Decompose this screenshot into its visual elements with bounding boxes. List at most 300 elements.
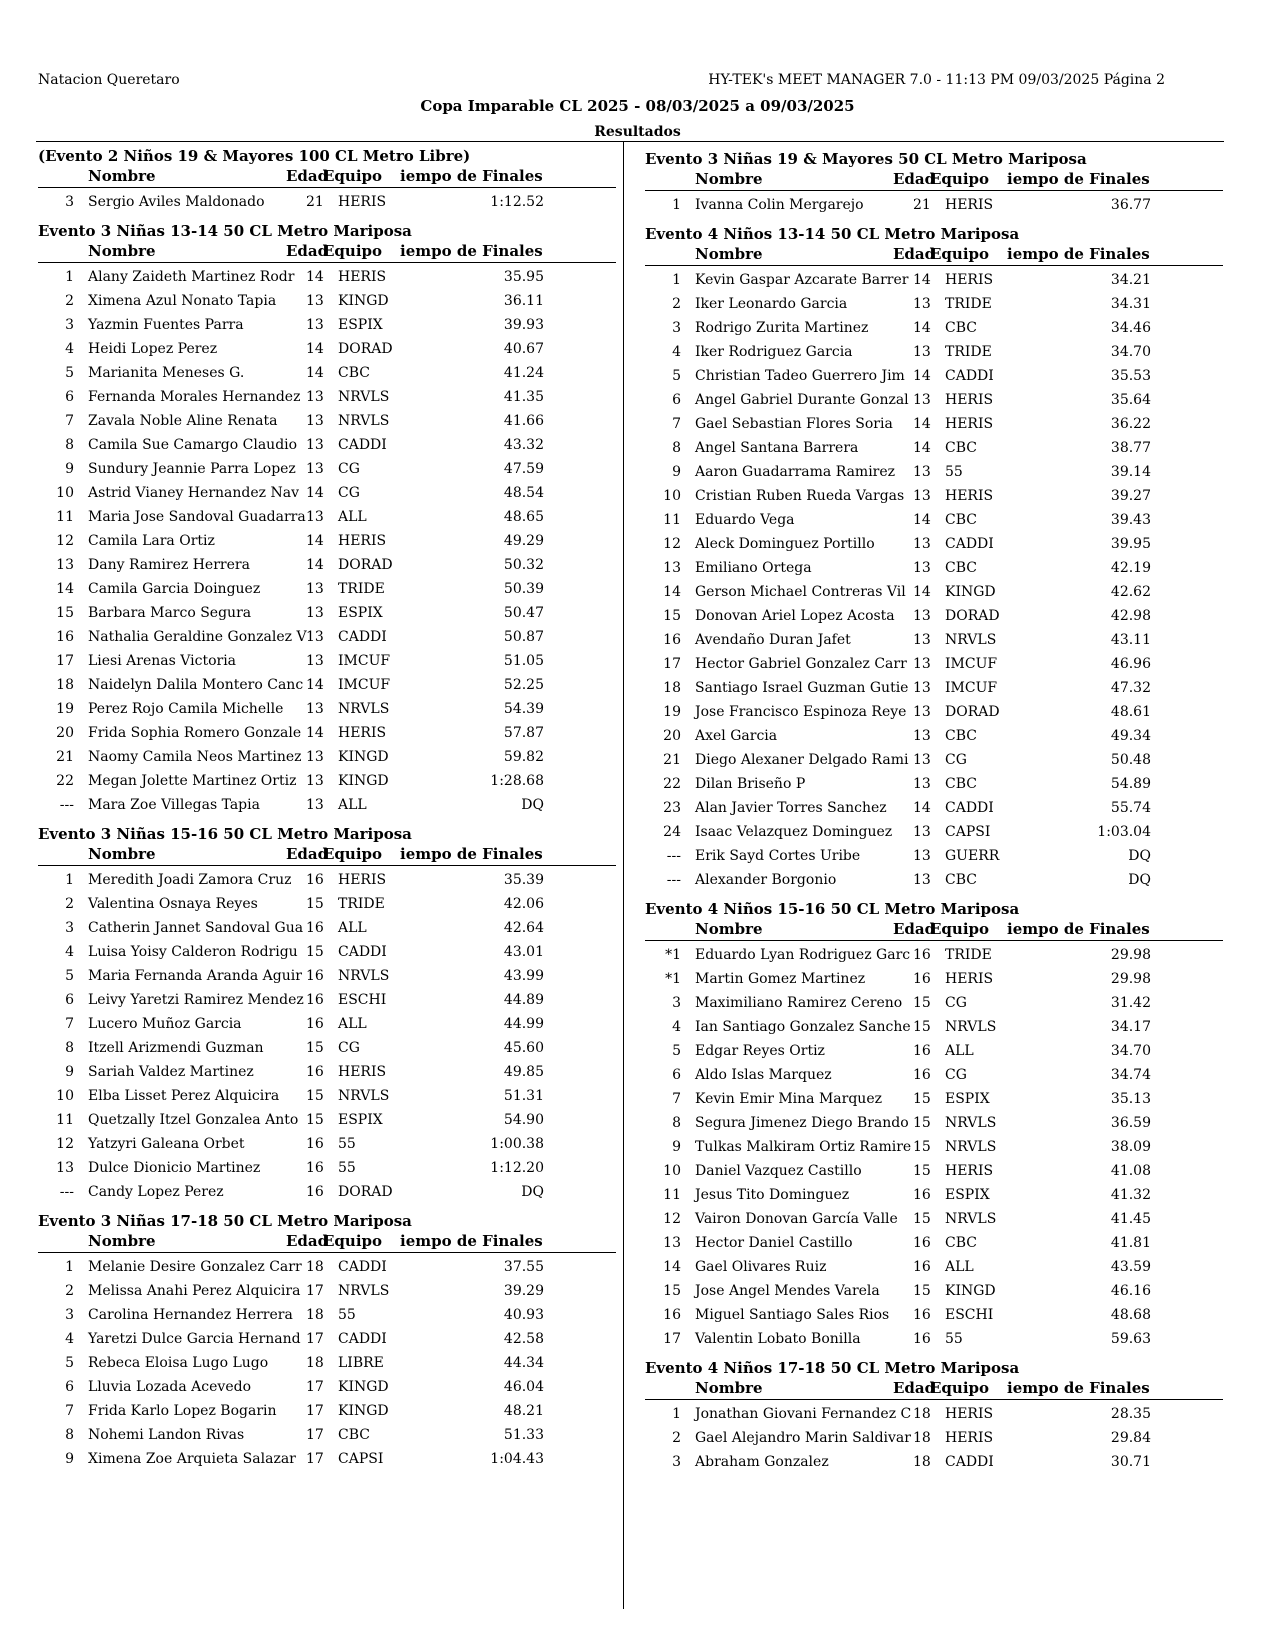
place: 11 bbox=[56, 1112, 74, 1128]
team: ESPIX bbox=[945, 1187, 990, 1203]
column-header-time: iempo de Finales bbox=[1007, 170, 1150, 188]
event-title: Evento 3 Niñas 13-14 50 CL Metro Mariposa bbox=[38, 222, 412, 240]
result-row bbox=[38, 1036, 616, 1060]
age: 13 bbox=[913, 776, 931, 792]
final-time: 30.71 bbox=[1110, 1454, 1151, 1470]
team: CADDI bbox=[945, 536, 994, 552]
swimmer-name: Alan Javier Torres Sanchez bbox=[695, 800, 887, 816]
club-name: Natacion Queretaro bbox=[38, 72, 180, 88]
column-header-time: iempo de Finales bbox=[400, 242, 543, 260]
age: 13 bbox=[913, 824, 931, 840]
final-time: 36.77 bbox=[1110, 197, 1151, 213]
place: 9 bbox=[672, 464, 681, 480]
place: 12 bbox=[56, 533, 74, 549]
place: 8 bbox=[672, 440, 681, 456]
place: 4 bbox=[672, 344, 681, 360]
column-header-name: Nombre bbox=[695, 920, 763, 938]
final-time: 29.98 bbox=[1110, 947, 1151, 963]
swimmer-name: Emiliano Ortega bbox=[695, 560, 812, 576]
meet-title: Copa Imparable CL 2025 - 08/03/2025 a 09/03/2025 bbox=[420, 97, 855, 115]
result-row bbox=[645, 1207, 1223, 1231]
result-row bbox=[645, 532, 1223, 556]
age: 15 bbox=[306, 1088, 324, 1104]
team: KINGD bbox=[338, 293, 389, 309]
swimmer-name: Naomy Camila Neos Martinez bbox=[88, 749, 302, 765]
age: 14 bbox=[306, 269, 324, 285]
result-row bbox=[645, 316, 1223, 340]
place: 13 bbox=[663, 560, 681, 576]
event-section bbox=[645, 223, 1223, 892]
place: 21 bbox=[663, 752, 681, 768]
column-header-team: Equipo bbox=[930, 245, 990, 263]
swimmer-name: Erik Sayd Cortes Uribe bbox=[695, 848, 861, 864]
swimmer-name: Tulkas Malkiram Ortiz Ramire bbox=[695, 1139, 912, 1155]
result-row bbox=[645, 991, 1223, 1015]
swimmer-name: Maximiliano Ramirez Cereno bbox=[695, 995, 903, 1011]
column-header-team: Equipo bbox=[930, 920, 990, 938]
team: NRVLS bbox=[338, 1088, 390, 1104]
place: 3 bbox=[65, 317, 74, 333]
age: 13 bbox=[913, 752, 931, 768]
team: TRIDE bbox=[945, 344, 992, 360]
final-time: DQ bbox=[1128, 872, 1151, 888]
result-row bbox=[645, 1303, 1223, 1327]
column-header bbox=[38, 167, 616, 188]
result-row bbox=[645, 292, 1223, 316]
age: 17 bbox=[306, 1379, 324, 1395]
team: ALL bbox=[338, 797, 367, 813]
place: 7 bbox=[65, 1016, 74, 1032]
place: 1 bbox=[65, 1259, 74, 1275]
team: HERIS bbox=[945, 392, 994, 408]
team: 55 bbox=[338, 1307, 356, 1323]
age: 13 bbox=[913, 632, 931, 648]
column-header-name: Nombre bbox=[88, 167, 156, 185]
final-time: 39.29 bbox=[503, 1283, 544, 1299]
age: 15 bbox=[913, 1283, 931, 1299]
swimmer-name: Hector Gabriel Gonzalez Carr bbox=[695, 656, 907, 672]
final-time: 34.31 bbox=[1110, 296, 1151, 312]
team: CG bbox=[945, 1067, 967, 1083]
team: HERIS bbox=[945, 971, 994, 987]
swimmer-name: Jose Francisco Espinoza Reye bbox=[695, 704, 907, 720]
final-time: 40.93 bbox=[503, 1307, 544, 1323]
team: LIBRE bbox=[338, 1355, 384, 1371]
age: 17 bbox=[306, 1451, 324, 1467]
result-row bbox=[645, 436, 1223, 460]
event-section bbox=[38, 823, 616, 1204]
place: 4 bbox=[672, 1019, 681, 1035]
team: NRVLS bbox=[338, 389, 390, 405]
swimmer-name: Yazmin Fuentes Parra bbox=[88, 317, 244, 333]
result-row bbox=[38, 409, 616, 433]
place: 6 bbox=[65, 389, 74, 405]
team: CG bbox=[338, 461, 360, 477]
swimmer-name: Isaac Velazquez Dominguez bbox=[695, 824, 893, 840]
swimmer-name: Frida Karlo Lopez Bogarin bbox=[88, 1403, 277, 1419]
age: 18 bbox=[913, 1454, 931, 1470]
place: 7 bbox=[672, 1091, 681, 1107]
final-time: 52.25 bbox=[503, 677, 544, 693]
age: 13 bbox=[306, 749, 324, 765]
swimmer-name: Sariah Valdez Martinez bbox=[88, 1064, 254, 1080]
team: HERIS bbox=[338, 269, 387, 285]
age: 14 bbox=[913, 272, 931, 288]
result-row bbox=[645, 460, 1223, 484]
team: ALL bbox=[945, 1043, 974, 1059]
age: 13 bbox=[306, 653, 324, 669]
place: 6 bbox=[672, 392, 681, 408]
swimmer-name: Valentin Lobato Bonilla bbox=[695, 1331, 861, 1347]
place: 6 bbox=[65, 1379, 74, 1395]
result-row bbox=[38, 1303, 616, 1327]
age: 15 bbox=[913, 1115, 931, 1131]
final-time: 48.21 bbox=[503, 1403, 544, 1419]
place: 9 bbox=[672, 1139, 681, 1155]
age: 13 bbox=[913, 464, 931, 480]
age: 16 bbox=[913, 1067, 931, 1083]
place: 1 bbox=[672, 197, 681, 213]
column-header-name: Nombre bbox=[695, 1379, 763, 1397]
final-time: 36.11 bbox=[503, 293, 544, 309]
place: 3 bbox=[65, 1307, 74, 1323]
swimmer-name: Ximena Zoe Arquieta Salazar bbox=[88, 1451, 296, 1467]
swimmer-name: Dilan Briseño P bbox=[695, 776, 806, 792]
event-section bbox=[38, 145, 616, 214]
place: 14 bbox=[56, 581, 74, 597]
result-row bbox=[38, 529, 616, 553]
swimmer-name: Lucero Muñoz Garcia bbox=[88, 1016, 242, 1032]
result-row bbox=[645, 1231, 1223, 1255]
team: ESPIX bbox=[338, 1112, 383, 1128]
result-row bbox=[38, 697, 616, 721]
results-list bbox=[38, 265, 616, 817]
final-time: 29.84 bbox=[1110, 1430, 1151, 1446]
final-time: 34.74 bbox=[1110, 1067, 1151, 1083]
result-row bbox=[38, 190, 616, 214]
swimmer-name: Aldo Islas Marquez bbox=[695, 1067, 832, 1083]
team: KINGD bbox=[945, 584, 996, 600]
age: 14 bbox=[913, 584, 931, 600]
age: 16 bbox=[913, 1307, 931, 1323]
swimmer-name: Gael Sebastian Flores Soria bbox=[695, 416, 893, 432]
swimmer-name: Luisa Yoisy Calderon Rodrigu bbox=[88, 944, 298, 960]
result-row bbox=[645, 388, 1223, 412]
age: 16 bbox=[913, 1259, 931, 1275]
column-header-team: Equipo bbox=[323, 167, 383, 185]
team: DORAD bbox=[338, 557, 393, 573]
age: 13 bbox=[306, 797, 324, 813]
result-row bbox=[38, 1279, 616, 1303]
swimmer-name: Donovan Ariel Lopez Acosta bbox=[695, 608, 895, 624]
swimmer-name: Candy Lopez Perez bbox=[88, 1184, 224, 1200]
result-row bbox=[645, 1183, 1223, 1207]
swimmer-name: Gerson Michael Contreras Vil bbox=[695, 584, 906, 600]
result-row bbox=[38, 673, 616, 697]
final-time: 36.59 bbox=[1110, 1115, 1151, 1131]
column-header-age: Edad bbox=[893, 1379, 936, 1397]
column-header-time: iempo de Finales bbox=[1007, 245, 1150, 263]
final-time: 50.47 bbox=[503, 605, 544, 621]
age: 14 bbox=[306, 341, 324, 357]
final-time: 59.82 bbox=[503, 749, 544, 765]
place: --- bbox=[59, 1184, 74, 1200]
header-divider bbox=[36, 141, 1224, 142]
final-time: 35.95 bbox=[503, 269, 544, 285]
event-title: Evento 4 Niños 13-14 50 CL Metro Mariposa bbox=[645, 225, 1020, 243]
team: ALL bbox=[338, 509, 367, 525]
place: 12 bbox=[56, 1136, 74, 1152]
swimmer-name: Kevin Gaspar Azcarate Barrer bbox=[695, 272, 909, 288]
place: 22 bbox=[663, 776, 681, 792]
swimmer-name: Daniel Vazquez Castillo bbox=[695, 1163, 862, 1179]
team: TRIDE bbox=[338, 896, 385, 912]
results-subtitle: Resultados bbox=[594, 124, 681, 140]
age: 13 bbox=[913, 392, 931, 408]
result-row bbox=[38, 1156, 616, 1180]
column-header bbox=[645, 245, 1223, 266]
swimmer-name: Aaron Guadarrama Ramirez bbox=[695, 464, 896, 480]
final-time: 35.13 bbox=[1110, 1091, 1151, 1107]
place: 5 bbox=[672, 368, 681, 384]
place: 7 bbox=[672, 416, 681, 432]
result-row bbox=[38, 553, 616, 577]
swimmer-name: Melanie Desire Gonzalez Carr bbox=[88, 1259, 302, 1275]
result-row bbox=[645, 412, 1223, 436]
team: ESPIX bbox=[338, 317, 383, 333]
age: 21 bbox=[913, 197, 931, 213]
final-time: 41.24 bbox=[503, 365, 544, 381]
column-header-time: iempo de Finales bbox=[1007, 920, 1150, 938]
event-title: Evento 3 Niñas 15-16 50 CL Metro Mariposa bbox=[38, 825, 412, 843]
swimmer-name: Angel Gabriel Durante Gonzal bbox=[695, 392, 909, 408]
result-row bbox=[38, 868, 616, 892]
place: 13 bbox=[56, 557, 74, 573]
place: 4 bbox=[65, 341, 74, 357]
result-row bbox=[645, 1327, 1223, 1351]
place: 2 bbox=[672, 1430, 681, 1446]
team: HERIS bbox=[338, 194, 387, 210]
team: CADDI bbox=[338, 944, 387, 960]
event-section bbox=[38, 220, 616, 817]
swimmer-name: Iker Rodriguez Garcia bbox=[695, 344, 853, 360]
final-time: 48.65 bbox=[503, 509, 544, 525]
swimmer-name: Ximena Azul Nonato Tapia bbox=[88, 293, 277, 309]
final-time: 42.19 bbox=[1110, 560, 1151, 576]
age: 14 bbox=[913, 320, 931, 336]
place: 5 bbox=[65, 365, 74, 381]
results-list bbox=[645, 193, 1223, 217]
result-row bbox=[645, 580, 1223, 604]
column-header-team: Equipo bbox=[930, 170, 990, 188]
place: *1 bbox=[665, 947, 681, 963]
swimmer-name: Liesi Arenas Victoria bbox=[88, 653, 237, 669]
swimmer-name: Megan Jolette Martinez Ortiz bbox=[88, 773, 297, 789]
team: ESPIX bbox=[338, 605, 383, 621]
swimmer-name: Frida Sophia Romero Gonzale bbox=[88, 725, 302, 741]
team: IMCUF bbox=[338, 653, 391, 669]
result-row bbox=[38, 361, 616, 385]
team: DORAD bbox=[338, 1184, 393, 1200]
column-header bbox=[38, 845, 616, 866]
software-info: HY-TEK's MEET MANAGER 7.0 - 11:13 PM 09/03/2025 Página 2 bbox=[708, 72, 1165, 88]
final-time: 50.32 bbox=[503, 557, 544, 573]
place: 2 bbox=[65, 1283, 74, 1299]
team: HERIS bbox=[945, 1430, 994, 1446]
event-section bbox=[645, 148, 1223, 217]
swimmer-name: Yatzyri Galeana Orbet bbox=[88, 1136, 245, 1152]
age: 16 bbox=[306, 1184, 324, 1200]
swimmer-name: Leivy Yaretzi Ramirez Mendez bbox=[88, 992, 304, 1008]
place: 1 bbox=[672, 1406, 681, 1422]
result-row bbox=[645, 844, 1223, 868]
result-row bbox=[645, 820, 1223, 844]
result-row bbox=[645, 1063, 1223, 1087]
swimmer-name: Kevin Emir Mina Marquez bbox=[695, 1091, 882, 1107]
final-time: 1:00.38 bbox=[490, 1136, 544, 1152]
place: 12 bbox=[663, 1211, 681, 1227]
team: ESPIX bbox=[945, 1091, 990, 1107]
place: 5 bbox=[65, 968, 74, 984]
result-row bbox=[38, 625, 616, 649]
team: DORAD bbox=[945, 608, 1000, 624]
result-row bbox=[645, 1135, 1223, 1159]
age: 14 bbox=[913, 440, 931, 456]
column-header bbox=[645, 920, 1223, 941]
final-time: 39.14 bbox=[1110, 464, 1151, 480]
final-time: 39.27 bbox=[1110, 488, 1151, 504]
final-time: 38.77 bbox=[1110, 440, 1151, 456]
swimmer-name: Nohemi Landon Rivas bbox=[88, 1427, 245, 1443]
final-time: 35.53 bbox=[1110, 368, 1151, 384]
team: KINGD bbox=[338, 1379, 389, 1395]
result-row bbox=[38, 940, 616, 964]
result-row bbox=[38, 745, 616, 769]
result-row bbox=[645, 652, 1223, 676]
result-row bbox=[645, 772, 1223, 796]
age: 14 bbox=[306, 485, 324, 501]
result-row bbox=[38, 1060, 616, 1084]
place: --- bbox=[666, 872, 681, 888]
final-time: 51.31 bbox=[503, 1088, 544, 1104]
team: KINGD bbox=[945, 1283, 996, 1299]
result-row bbox=[38, 1399, 616, 1423]
final-time: 47.32 bbox=[1110, 680, 1151, 696]
event-title: Evento 3 Niñas 19 & Mayores 50 CL Metro Mariposa bbox=[645, 150, 1087, 168]
age: 18 bbox=[913, 1406, 931, 1422]
swimmer-name: Rebeca Eloisa Lugo Lugo bbox=[88, 1355, 269, 1371]
team: CADDI bbox=[945, 368, 994, 384]
result-row bbox=[645, 724, 1223, 748]
age: 17 bbox=[306, 1427, 324, 1443]
team: NRVLS bbox=[338, 413, 390, 429]
age: 16 bbox=[306, 1016, 324, 1032]
age: 13 bbox=[306, 437, 324, 453]
left-column bbox=[38, 145, 616, 1477]
final-time: 48.54 bbox=[503, 485, 544, 501]
swimmer-name: Gael Alejandro Marin Saldivar bbox=[695, 1430, 911, 1446]
team: KINGD bbox=[338, 773, 389, 789]
place: 1 bbox=[672, 272, 681, 288]
age: 16 bbox=[306, 920, 324, 936]
swimmer-name: Avendaño Duran Jafet bbox=[695, 632, 851, 648]
swimmer-name: Maria Jose Sandoval Guadarra bbox=[88, 509, 306, 525]
team: ALL bbox=[338, 1016, 367, 1032]
final-time: 28.35 bbox=[1110, 1406, 1151, 1422]
final-time: 41.81 bbox=[1110, 1235, 1151, 1251]
result-row bbox=[38, 988, 616, 1012]
swimmer-name: Sundury Jeannie Parra Lopez bbox=[88, 461, 296, 477]
final-time: 43.01 bbox=[503, 944, 544, 960]
final-time: 34.17 bbox=[1110, 1019, 1151, 1035]
swimmer-name: Meredith Joadi Zamora Cruz bbox=[88, 872, 292, 888]
place: 8 bbox=[65, 1427, 74, 1443]
result-row bbox=[38, 964, 616, 988]
result-row bbox=[38, 892, 616, 916]
team: 55 bbox=[338, 1160, 356, 1176]
swimmer-name: Carolina Hernandez Herrera bbox=[88, 1307, 293, 1323]
team: CBC bbox=[945, 1235, 977, 1251]
place: 13 bbox=[663, 1235, 681, 1251]
place: 7 bbox=[65, 413, 74, 429]
event-section bbox=[38, 1210, 616, 1471]
final-time: 51.05 bbox=[503, 653, 544, 669]
age: 13 bbox=[306, 605, 324, 621]
column-header-team: Equipo bbox=[323, 242, 383, 260]
age: 15 bbox=[913, 995, 931, 1011]
place: 3 bbox=[672, 995, 681, 1011]
age: 14 bbox=[913, 416, 931, 432]
results-list bbox=[38, 1255, 616, 1471]
team: NRVLS bbox=[945, 632, 997, 648]
age: 18 bbox=[306, 1307, 324, 1323]
team: CBC bbox=[945, 776, 977, 792]
final-time: 40.67 bbox=[503, 341, 544, 357]
final-time: 45.60 bbox=[503, 1040, 544, 1056]
swimmer-name: Segura Jimenez Diego Brando bbox=[695, 1115, 909, 1131]
age: 13 bbox=[913, 848, 931, 864]
swimmer-name: Mara Zoe Villegas Tapia bbox=[88, 797, 260, 813]
age: 15 bbox=[913, 1019, 931, 1035]
result-row bbox=[38, 457, 616, 481]
final-time: 43.11 bbox=[1110, 632, 1151, 648]
age: 14 bbox=[306, 725, 324, 741]
swimmer-name: Jonathan Giovani Fernandez C bbox=[695, 1406, 912, 1422]
column-header-age: Edad bbox=[893, 245, 936, 263]
final-time: 39.43 bbox=[1110, 512, 1151, 528]
swimmer-name: Christian Tadeo Guerrero Jim bbox=[695, 368, 905, 384]
swimmer-name: Astrid Vianey Hernandez Nav bbox=[88, 485, 299, 501]
swimmer-name: Aleck Dominguez Portillo bbox=[695, 536, 875, 552]
final-time: 49.85 bbox=[503, 1064, 544, 1080]
final-time: 1:28.68 bbox=[490, 773, 544, 789]
column-header-team: Equipo bbox=[930, 1379, 990, 1397]
team: CBC bbox=[945, 320, 977, 336]
result-row bbox=[645, 796, 1223, 820]
swimmer-name: Iker Leonardo Garcia bbox=[695, 296, 848, 312]
final-time: 46.16 bbox=[1110, 1283, 1151, 1299]
age: 16 bbox=[306, 1136, 324, 1152]
team: HERIS bbox=[945, 1406, 994, 1422]
age: 13 bbox=[306, 389, 324, 405]
result-row bbox=[38, 1351, 616, 1375]
result-row bbox=[38, 337, 616, 361]
swimmer-name: Vairon Donovan García Valle bbox=[695, 1211, 898, 1227]
result-row bbox=[645, 484, 1223, 508]
place: 10 bbox=[663, 488, 681, 504]
column-header-time: iempo de Finales bbox=[400, 167, 543, 185]
team: TRIDE bbox=[338, 581, 385, 597]
